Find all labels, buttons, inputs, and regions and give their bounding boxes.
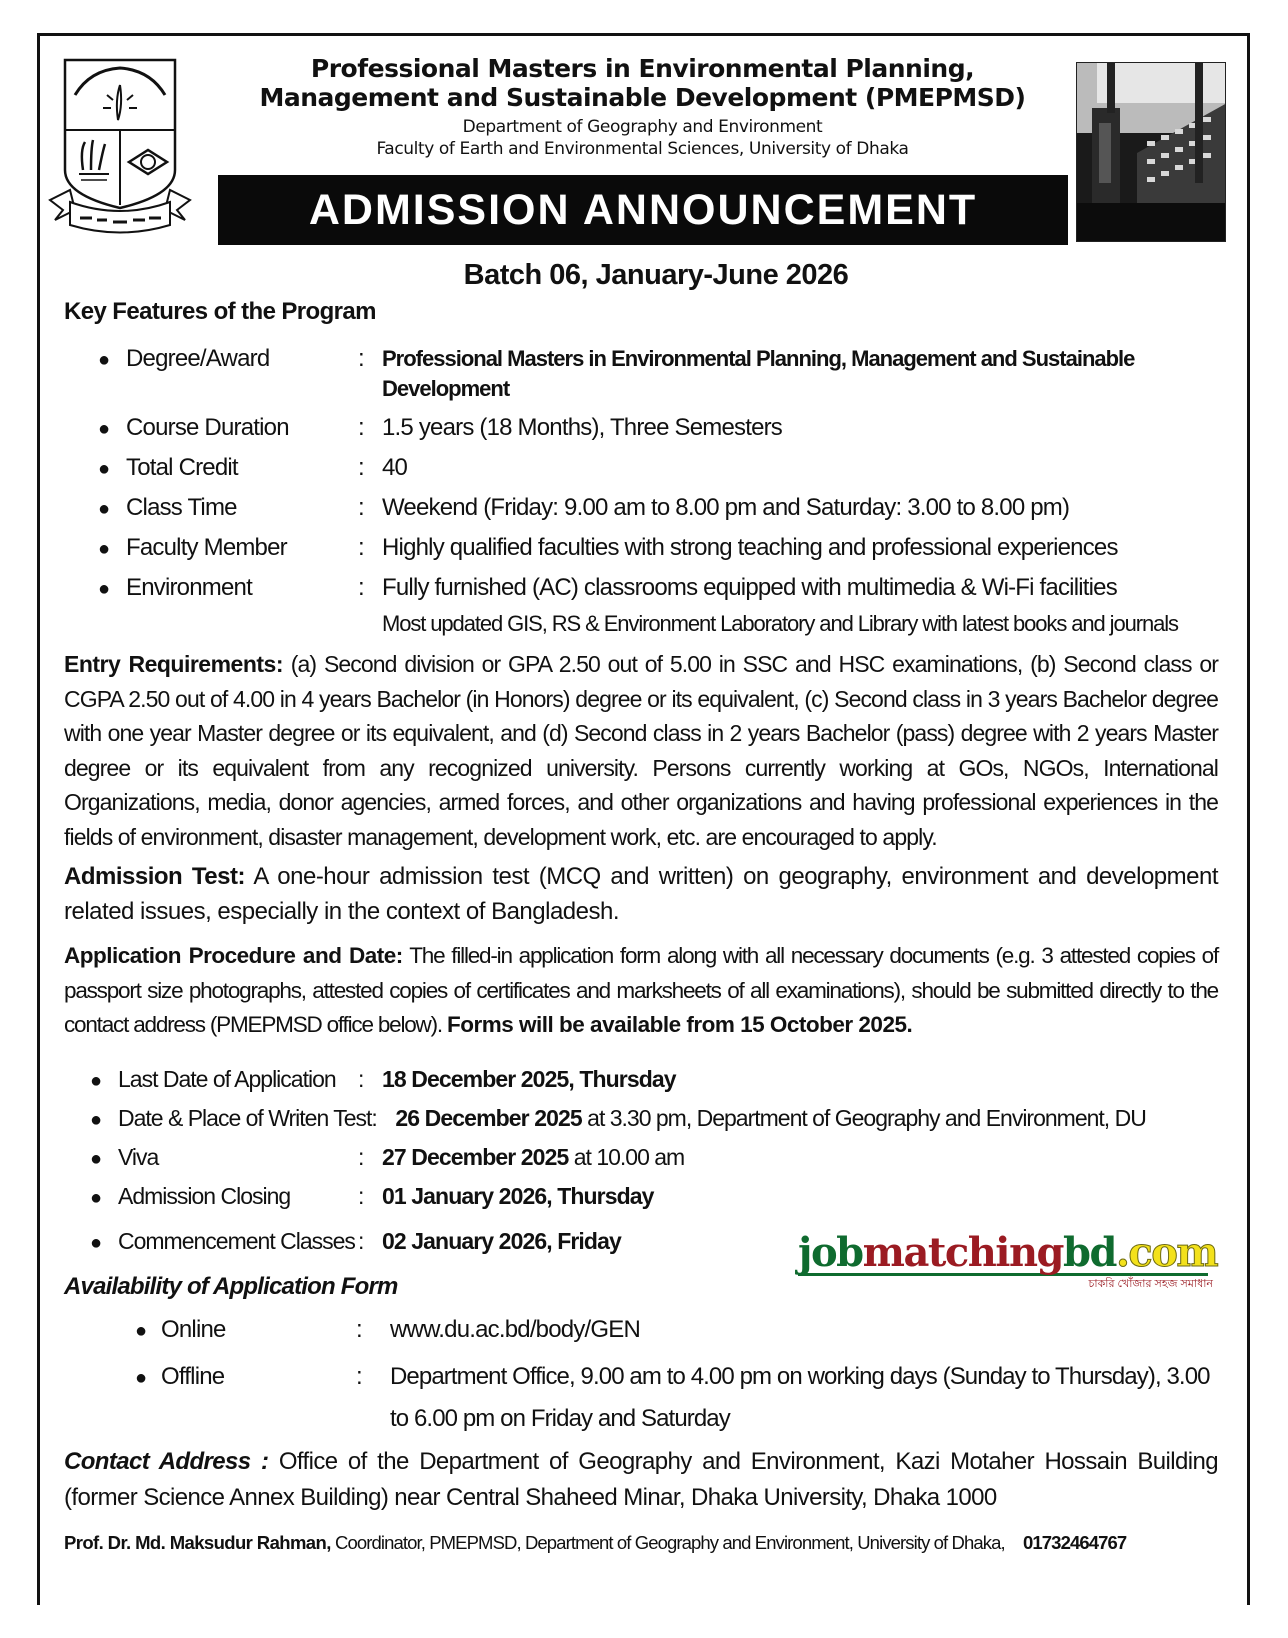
date-value-bold: 27 December 2025 <box>382 1143 569 1170</box>
date-value <box>382 1142 1218 1172</box>
date-value-bold: 02 January 2026, Friday <box>382 1227 621 1254</box>
campus-building-photo <box>1076 62 1226 242</box>
colon-separator: : <box>358 1143 364 1170</box>
date-value-bold: 01 January 2026, Thursday <box>382 1182 654 1209</box>
feature-value: 1.5 years (18 Months), Three Semesters <box>382 414 783 441</box>
key-features-title: Key Features of the Program <box>64 298 376 325</box>
bullet-icon: ● <box>135 1366 147 1389</box>
application-procedure <box>64 939 1218 1043</box>
availability-online-link[interactable]: www.du.ac.bd/body/GEN <box>390 1315 641 1343</box>
date-value <box>382 1181 1218 1211</box>
program-title-line1: Professional Masters in Environmental Planning, <box>310 54 975 83</box>
feature-row <box>98 529 1218 569</box>
program-title <box>215 54 1070 112</box>
important-dates-list <box>90 1061 1218 1217</box>
contact-heading: Contact Address : <box>64 1447 269 1475</box>
availability-label: Offline <box>161 1362 225 1390</box>
bullet-icon: ● <box>98 578 110 600</box>
feature-label: Environment <box>126 574 252 601</box>
availability-title: Availability of Application Form <box>64 1272 398 1300</box>
colon-separator: : <box>358 454 364 481</box>
colon-separator: : <box>356 1315 362 1343</box>
feature-label: Course Duration <box>126 414 289 441</box>
program-subtitle <box>215 116 1070 160</box>
entry-requirements-text: (a) Second division or GPA 2.50 out of 5.00 in SSC and HSC examinations, (b) Second class or CGPA 2.50 out of 4.00 in 4 years Bachelor (in Honors) degree or its equivalent, (c) Second class in 3 years Bachelor degree with one year Master degree or its equivalent, and (d) Second class in 2 years Bachelor (pass) degree with 2 years Master degree or its equivalent from any recognized university. Persons currently working at GOs, NGOs, International Organizations, media, donor agencies, armed forces, and other organizations and having professional experiences in the fields of environment, disaster management, development work, etc. are encouraged to apply. <box>64 651 1218 850</box>
date-value <box>382 1064 1218 1094</box>
batch-heading: Batch 06, January-June 2026 <box>463 259 849 291</box>
date-label: Date & Place of Writen Test <box>118 1104 372 1131</box>
key-features-list <box>98 340 1218 639</box>
application-procedure-heading: Application Procedure and Date: <box>64 943 403 968</box>
feature-value: Highly qualified faculties with strong teaching and professional experiences <box>382 534 1118 561</box>
coordinator-phone[interactable]: 01732464767 <box>1023 1531 1127 1553</box>
date-label: Admission Closing <box>118 1182 291 1209</box>
watermark-part-com: .com <box>1115 1228 1218 1276</box>
bullet-icon: ● <box>98 458 110 480</box>
colon-separator: : <box>371 1104 377 1131</box>
feature-row <box>98 449 1218 489</box>
entry-requirements <box>64 647 1218 854</box>
colon-separator: : <box>358 494 364 521</box>
colon-separator: : <box>358 345 364 372</box>
department-name: Department of Geography and Environment <box>462 117 823 137</box>
colon-separator: : <box>356 1362 362 1390</box>
university-crest-icon <box>45 50 195 235</box>
date-value-bold: 18 December 2025, Thursday <box>382 1065 676 1092</box>
notice-body <box>0 256 1288 1586</box>
colon-separator: : <box>358 1065 364 1092</box>
availability-row <box>135 1309 1218 1352</box>
colon-separator: : <box>358 1227 364 1254</box>
date-value-bold: 26 December 2025 <box>395 1104 582 1131</box>
date-value <box>395 1103 1218 1133</box>
bullet-icon: ● <box>90 1108 102 1131</box>
date-row <box>90 1061 1218 1100</box>
feature-value: Fully furnished (AC) classrooms equipped with multimedia & Wi-Fi facilities <box>382 574 1117 601</box>
application-procedure-text: The filled-in application form along with all necessary documents (e.g. 3 attested copies of passport size photographs, attested copies of certificates and marksheets of all examinations), should be submitted directly to the contact address (PMEPMSD office below). <box>64 943 1218 1037</box>
watermark-tagline: চাকরি খোঁজার সহজ সমাধান <box>1088 1277 1213 1290</box>
feature-row <box>98 340 1218 409</box>
faculty-name: Faculty of Earth and Environmental Sciences, University of Dhaka <box>376 139 909 159</box>
date-row <box>90 1139 1218 1178</box>
feature-row <box>98 489 1218 529</box>
availability-list <box>135 1309 1218 1440</box>
watermark-part-matching: matching <box>862 1228 1064 1276</box>
admission-test-text: A one-hour admission test (MCQ and written) on geography, environment and development related issues, especially in the context of Bangladesh. <box>64 863 1219 925</box>
contact-address <box>64 1444 1218 1516</box>
notice-header <box>0 0 1288 250</box>
feature-value: Weekend (Friday: 9.00 am to 8.00 pm and Saturday: 3.00 to 8.00 pm) <box>382 494 1070 521</box>
colon-separator: : <box>358 534 364 561</box>
date-value <box>382 1226 621 1256</box>
colon-separator: : <box>358 1182 364 1209</box>
coordinator-name: Prof. Dr. Md. Maksudur Rahman, <box>64 1531 331 1553</box>
date-label: Commencement Classes <box>118 1227 355 1254</box>
date-row <box>90 1223 621 1262</box>
feature-label: Faculty Member <box>126 534 287 561</box>
date-label: Viva <box>118 1143 159 1170</box>
bullet-icon: ● <box>90 1069 102 1092</box>
feature-label: Total Credit <box>126 454 238 481</box>
watermark-part-bd: bd <box>1063 1228 1116 1276</box>
forms-availability-note: Forms will be available from 15 October 2025. <box>447 1012 913 1037</box>
colon-separator: : <box>358 414 364 441</box>
availability-label: Online <box>161 1315 226 1343</box>
bullet-icon: ● <box>90 1147 102 1170</box>
jobmatchingbd-watermark <box>798 1228 1218 1291</box>
feature-row <box>98 409 1218 449</box>
date-label: Last Date of Application <box>118 1065 336 1092</box>
admission-test <box>64 860 1218 929</box>
admission-test-heading: Admission Test: <box>64 863 245 890</box>
bullet-icon: ● <box>98 349 110 371</box>
entry-requirements-heading: Entry Requirements: <box>64 651 283 677</box>
announcement-banner <box>218 175 1068 245</box>
bullet-icon: ● <box>98 538 110 560</box>
availability-row <box>135 1356 1218 1440</box>
banner-text: ADMISSION ANNOUNCEMENT <box>308 185 978 234</box>
availability-value: Department Office, 9.00 am to 4.00 pm on working days (Sunday to Thursday), 3.00 to 6.00 pm on Friday and Saturday <box>390 1362 1210 1432</box>
colon-separator: : <box>358 574 364 601</box>
date-value-rest: at 10.00 am <box>568 1143 685 1170</box>
bullet-icon: ● <box>135 1319 147 1342</box>
watermark-logo-text <box>798 1228 1218 1276</box>
program-title-line2: Management and Sustainable Development (PMEPMSD) <box>259 83 1026 112</box>
feature-row <box>98 569 1218 609</box>
coordinator-footer <box>64 1530 1218 1556</box>
bullet-icon: ● <box>98 498 110 520</box>
feature-value: 40 <box>382 454 408 481</box>
bullet-icon: ● <box>98 418 110 440</box>
date-value-rest: at 3.30 pm, Department of Geography and Environment, DU <box>581 1104 1146 1131</box>
watermark-part-job: job <box>798 1228 863 1276</box>
feature-value: Professional Masters in Environmental Planning, Management and Sustainable Development <box>382 346 1135 401</box>
coordinator-details: Coordinator, PMEPMSD, Department of Geography and Environment, University of Dhaka, <box>335 1531 1005 1553</box>
feature-continuation: Most updated GIS, RS & Environment Laboratory and Library with latest books and journals <box>382 611 1178 636</box>
contact-text: Office of the Department of Geography and Environment, Kazi Motaher Hossain Building (former Science Annex Building) near Central Shaheed Minar, Dhaka University, Dhaka 1000 <box>64 1447 1218 1511</box>
bullet-icon: ● <box>90 1186 102 1209</box>
date-row <box>90 1178 1218 1217</box>
date-row <box>90 1100 1218 1139</box>
bullet-icon: ● <box>90 1231 102 1254</box>
feature-label: Degree/Award <box>126 345 270 372</box>
feature-label: Class Time <box>126 494 237 521</box>
